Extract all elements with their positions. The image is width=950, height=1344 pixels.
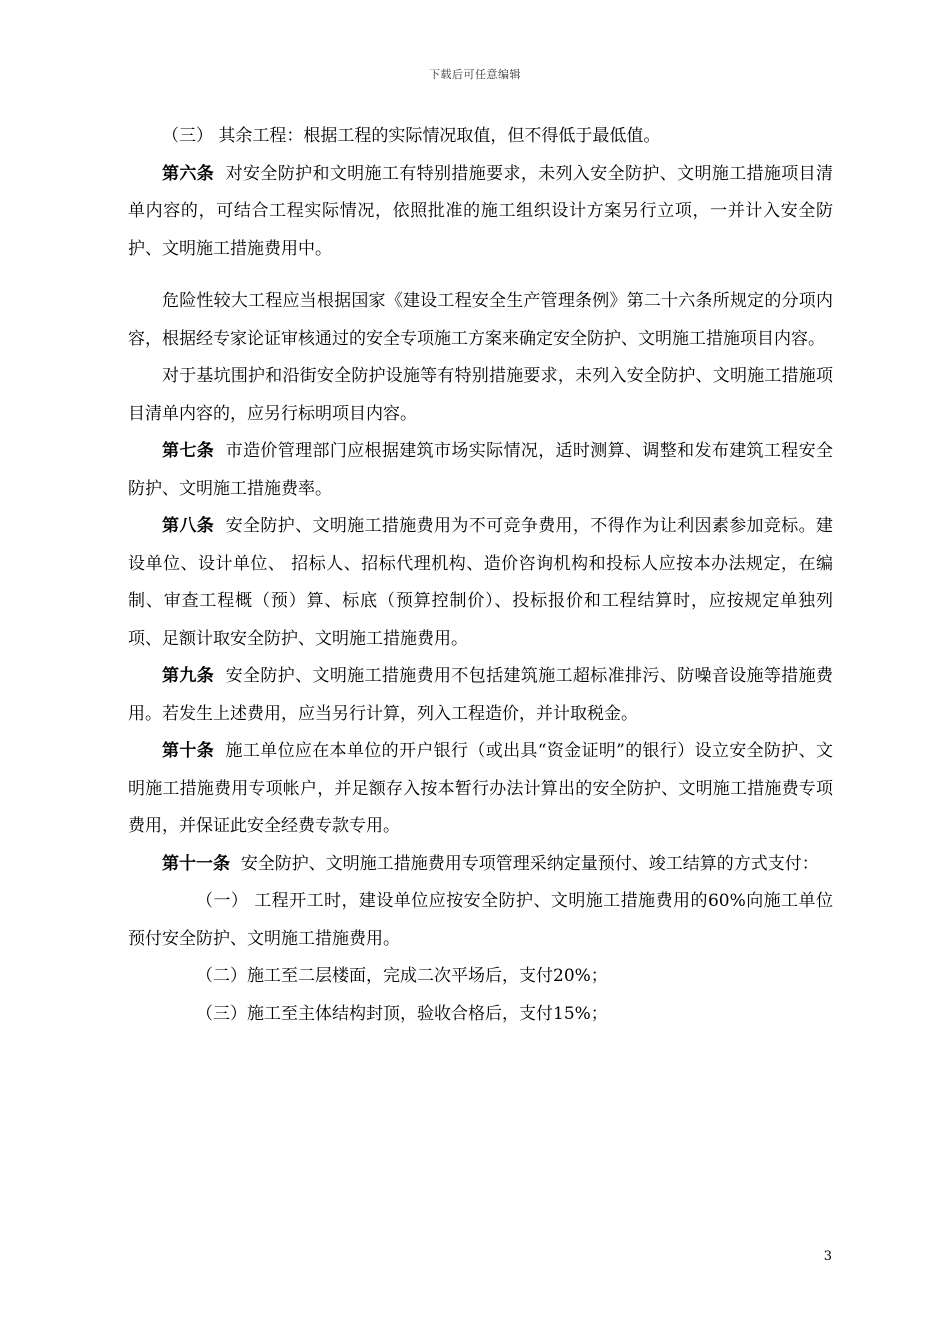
page-header: 下载后可任意编辑 — [429, 68, 521, 81]
article-10: 第十条 施工单位应在本单位的开户银行（或出具“资金证明”的银行）设立安全防护、文明施工措施费用专项帐户，并足额存入按本暂行办法计算出的安全防护、文明施工措施费专项费用，并保证此安全经费专款专用。 — [128, 741, 833, 836]
paragraph: 危险性较大工程应当根据国家《建设工程安全生产管理条例》第二十六条所规定的分项内容，根据经专家论证审核通过的安全专项施工方案来确定安全防护、文明施工措施项目内容。 — [128, 291, 833, 349]
article-6: 第六条 对安全防护和文明施工有特别措施要求，未列入安全防护、文明施工措施项目清单内容的，可结合工程实际情况，依照批准的施工组织设计方案另行立项，一并计入安全防护、文明施工措施费用中。 — [128, 163, 834, 259]
list-item: （一） 工程开工时，建设单位应按安全防护、文明施工措施费用的60%向施工单位预付安全防护、文明施工措施费用。 — [128, 891, 833, 949]
list-item: （二）施工至二层楼面，完成二次平场后，支付20%； — [196, 966, 608, 986]
paragraph: （三） 其余工程：根据工程的实际情况取值，但不得低于最低值。 — [162, 126, 661, 146]
article-7: 第七条 市造价管理部门应根据建筑市场实际情况，适时测算、调整和发布建筑工程安全防护、文明施工措施费率。 — [128, 441, 834, 499]
article-8: 第八条 安全防护、文明施工措施费用为不可竞争费用，不得作为让利因素参加竞标。建设单位、设计单位、 招标人、招标代理机构、造价咨询机构和投标人应按本办法规定，在编制、审查工程概（预）算、标底（预算控制价）、投标报价和工程结算时，应按规定单独列项、足额计取安全防护、文明施工措施费用。 — [128, 516, 834, 649]
paragraph: 对于基坑围护和沿街安全防护设施等有特别措施要求，未列入安全防护、文明施工措施项目清单内容的，应另行标明项目内容。 — [128, 366, 833, 424]
article-heading: 第十条 — [162, 741, 215, 761]
article-heading: 第七条 — [162, 441, 215, 461]
article-heading: 第十一条 — [162, 853, 230, 874]
article-heading: 第八条 — [162, 516, 215, 536]
article-9: 第九条 安全防护、文明施工措施费用不包括建筑施工超标准排污、防噪音设施等措施费用。若发生上述费用，应当另行计算，列入工程造价，并计取税金。 — [128, 666, 834, 724]
list-item: （三）施工至主体结构封顶，验收合格后，支付15%； — [196, 1003, 608, 1024]
article-heading: 第六条 — [162, 163, 215, 184]
page-number: 3 — [823, 1249, 832, 1264]
article-11: 第十一条 安全防护、文明施工措施费用专项管理采纳定量预付、竣工结算的方式支付： — [162, 853, 819, 874]
document-body — [128, 118, 833, 1033]
article-heading: 第九条 — [162, 666, 215, 686]
